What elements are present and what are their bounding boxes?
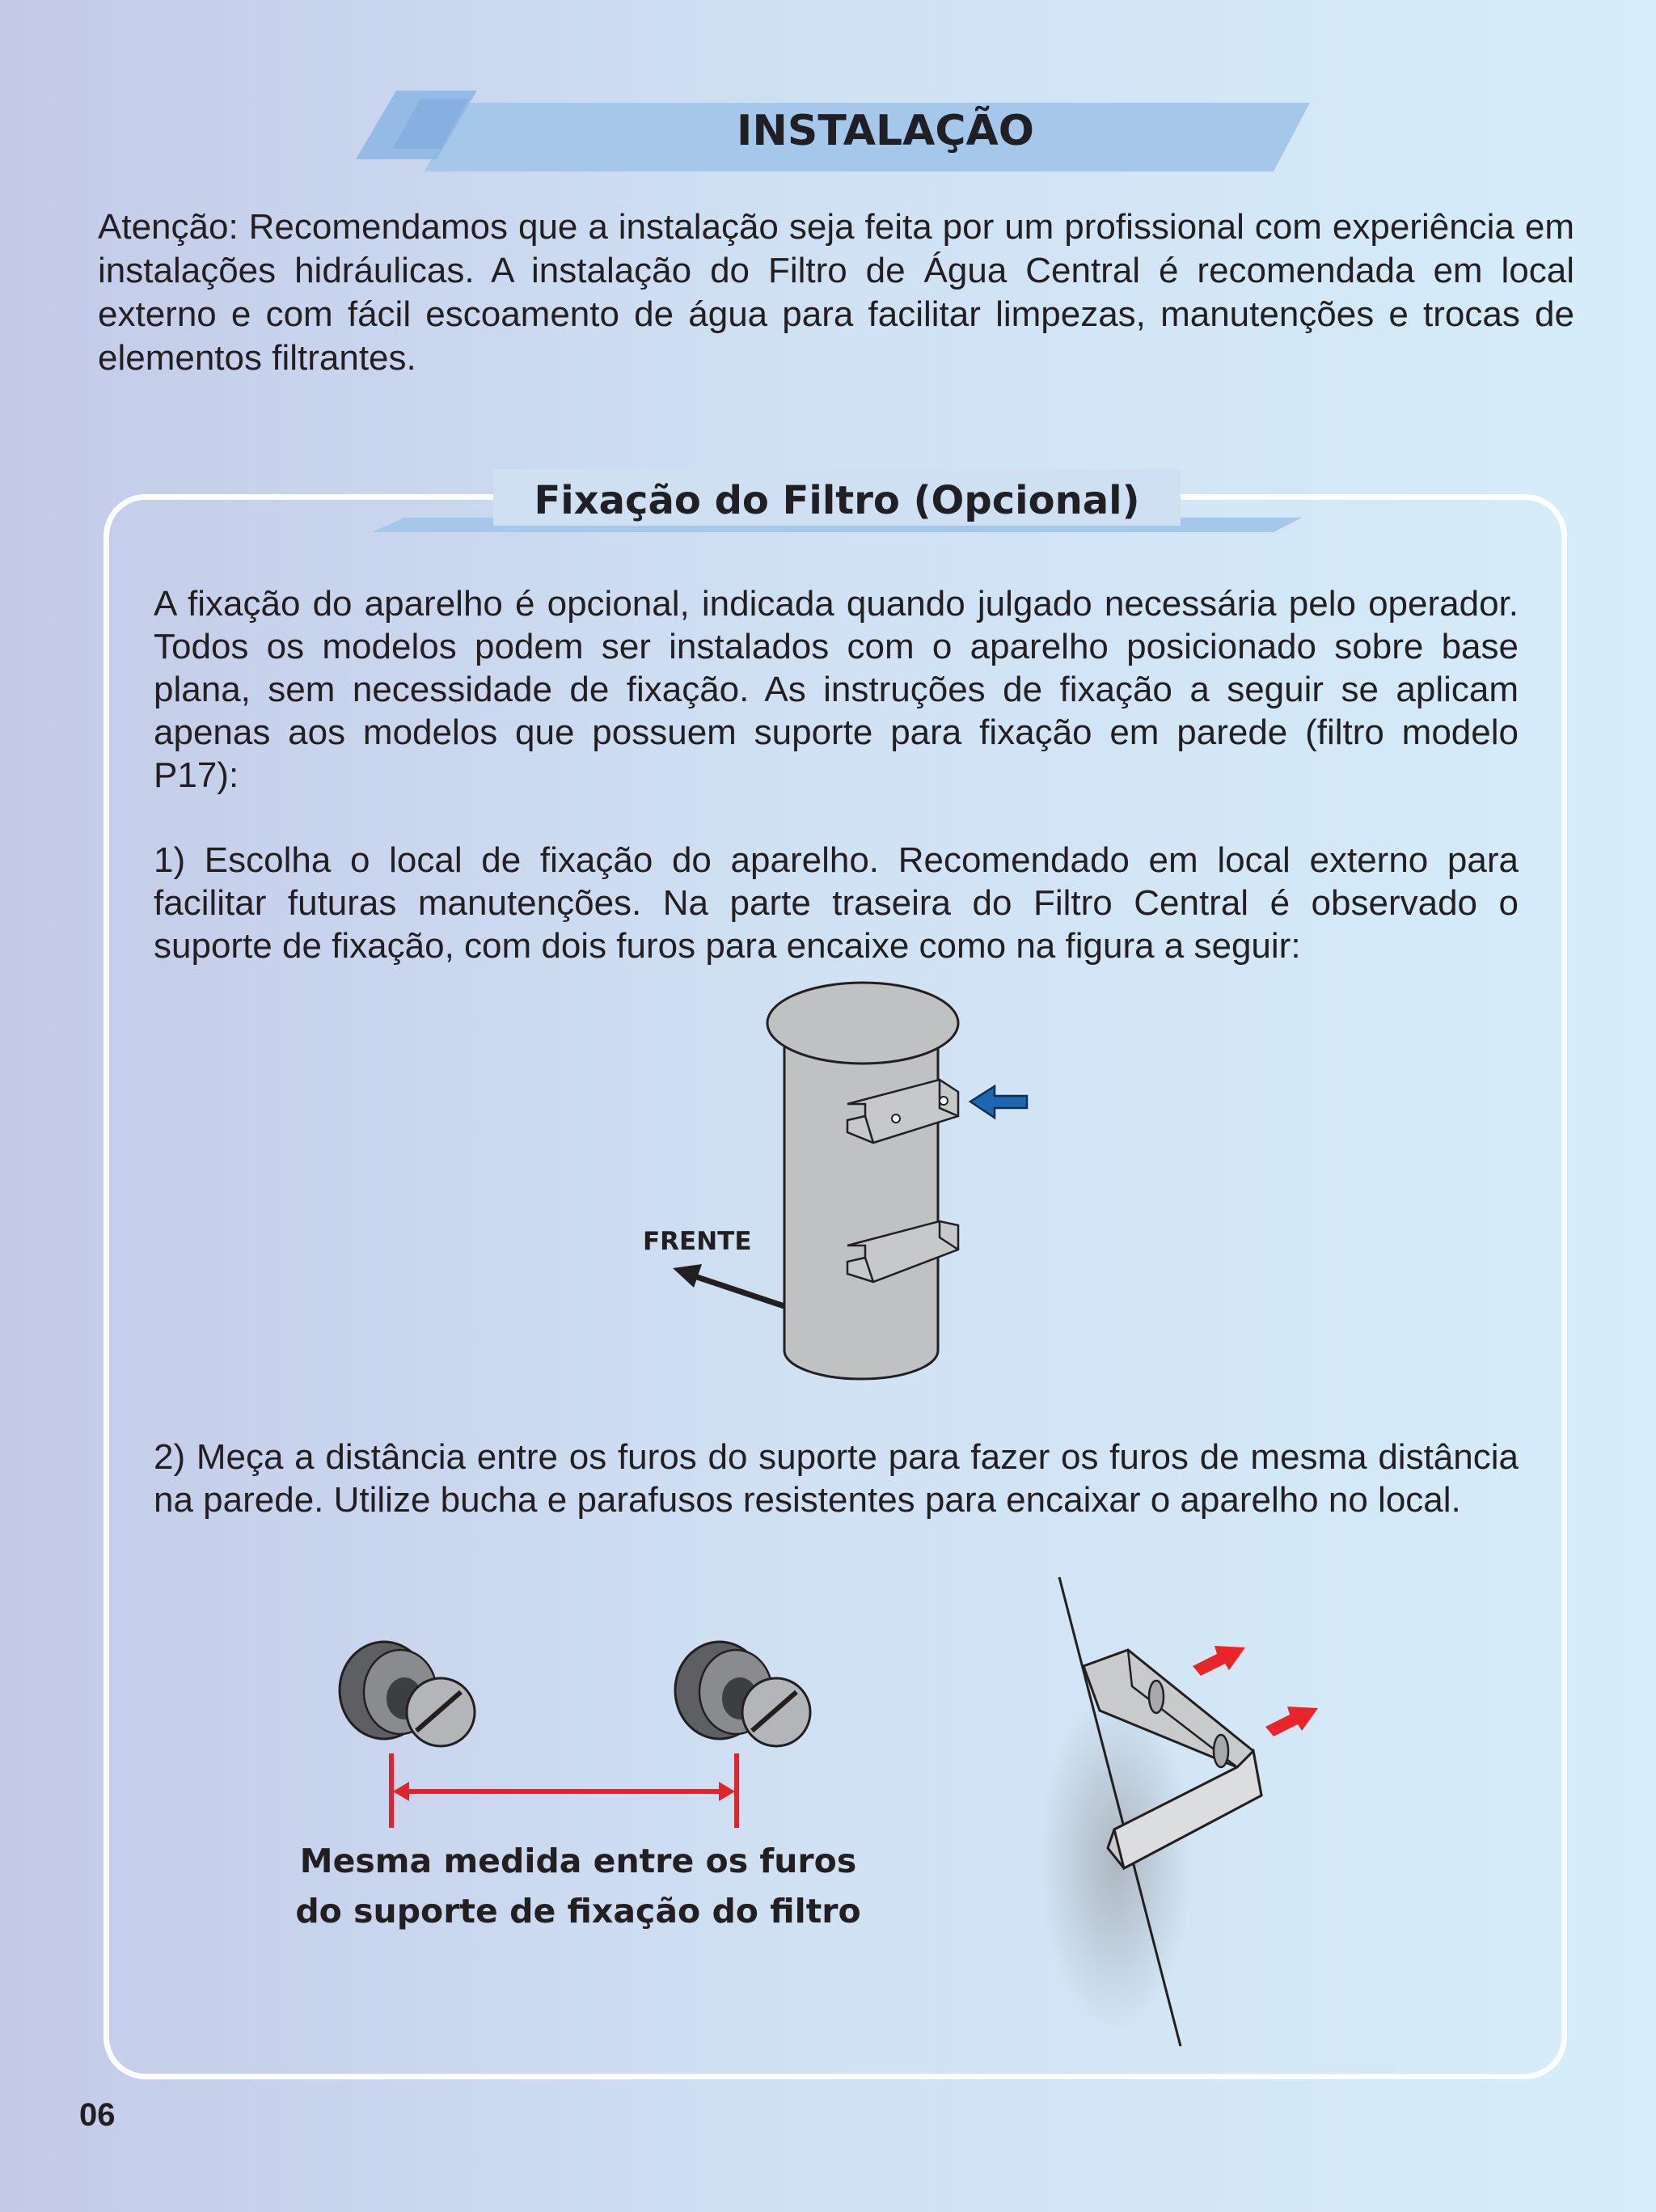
distance-measure-line	[391, 1753, 737, 1828]
filter-cylinder-figure	[623, 979, 1059, 1383]
front-arrow-icon	[673, 1264, 702, 1288]
bracket-hole	[892, 1114, 900, 1123]
bracket-hole	[1149, 1681, 1164, 1713]
section-title: Fixação do Filtro (Opcional)	[534, 478, 1140, 523]
wall-anchors-figure	[323, 1626, 841, 1836]
caption-line-2: do suporte de fixação do filtro	[295, 1892, 861, 1931]
caption-line-1: Mesma medida entre os furos	[299, 1842, 857, 1880]
red-arrow-icon	[1265, 1707, 1318, 1736]
paragraph-optional-fixation: A fixação do aparelho é opcional, indicada quando julgado necessária pelo operador. Todos os modelos podem ser instalados com o aparelho posicionado sobre base plana, sem necessidade de fixação. As instruções de fixação a seguir se aplicam apenas aos modelos que possuem suporte para fixação em parede (filtro modelo P17):	[154, 584, 1519, 795]
measure-caption	[267, 1836, 889, 1936]
anchor-screw-left	[340, 1642, 475, 1746]
red-arrow-icon	[1193, 1646, 1245, 1676]
wall-bracket-figure	[1003, 1569, 1350, 2054]
page-title: INSTALAÇÃO	[737, 107, 1034, 155]
step-2-text: 2) Meça a distância entre os furos do suporte para fazer os furos de mesma distância na parede. Utilize bucha e parafusos resistentes para encaixar o aparelho no local.	[154, 1437, 1519, 1520]
intro-paragraph: Atenção: Recomendamos que a instalação seja feita por um profissional com experiência em instalações hidráulicas. A instalação do Filtro de Água Central é recomendada em local externo e com fácil escoamento de água para facilitar limpezas, manutenções e trocas de elementos filtrantes.	[98, 207, 1574, 378]
step-1-text: 1) Escolha o local de fixação do aparelho. Recomendado em local externo para facilitar futuras manutenções. Na parte traseira do Filtro Central é observado o suporte de fixação, com dois furos para encaixe como na figura a seguir:	[154, 840, 1519, 966]
bracket-hole	[940, 1097, 948, 1105]
page-number: 06	[79, 2097, 116, 2133]
bracket-hole	[1214, 1735, 1228, 1767]
anchor-screw-right	[675, 1642, 810, 1746]
figure-front-label: FRENTE	[643, 1227, 752, 1256]
blue-arrow-icon	[970, 1086, 1027, 1118]
